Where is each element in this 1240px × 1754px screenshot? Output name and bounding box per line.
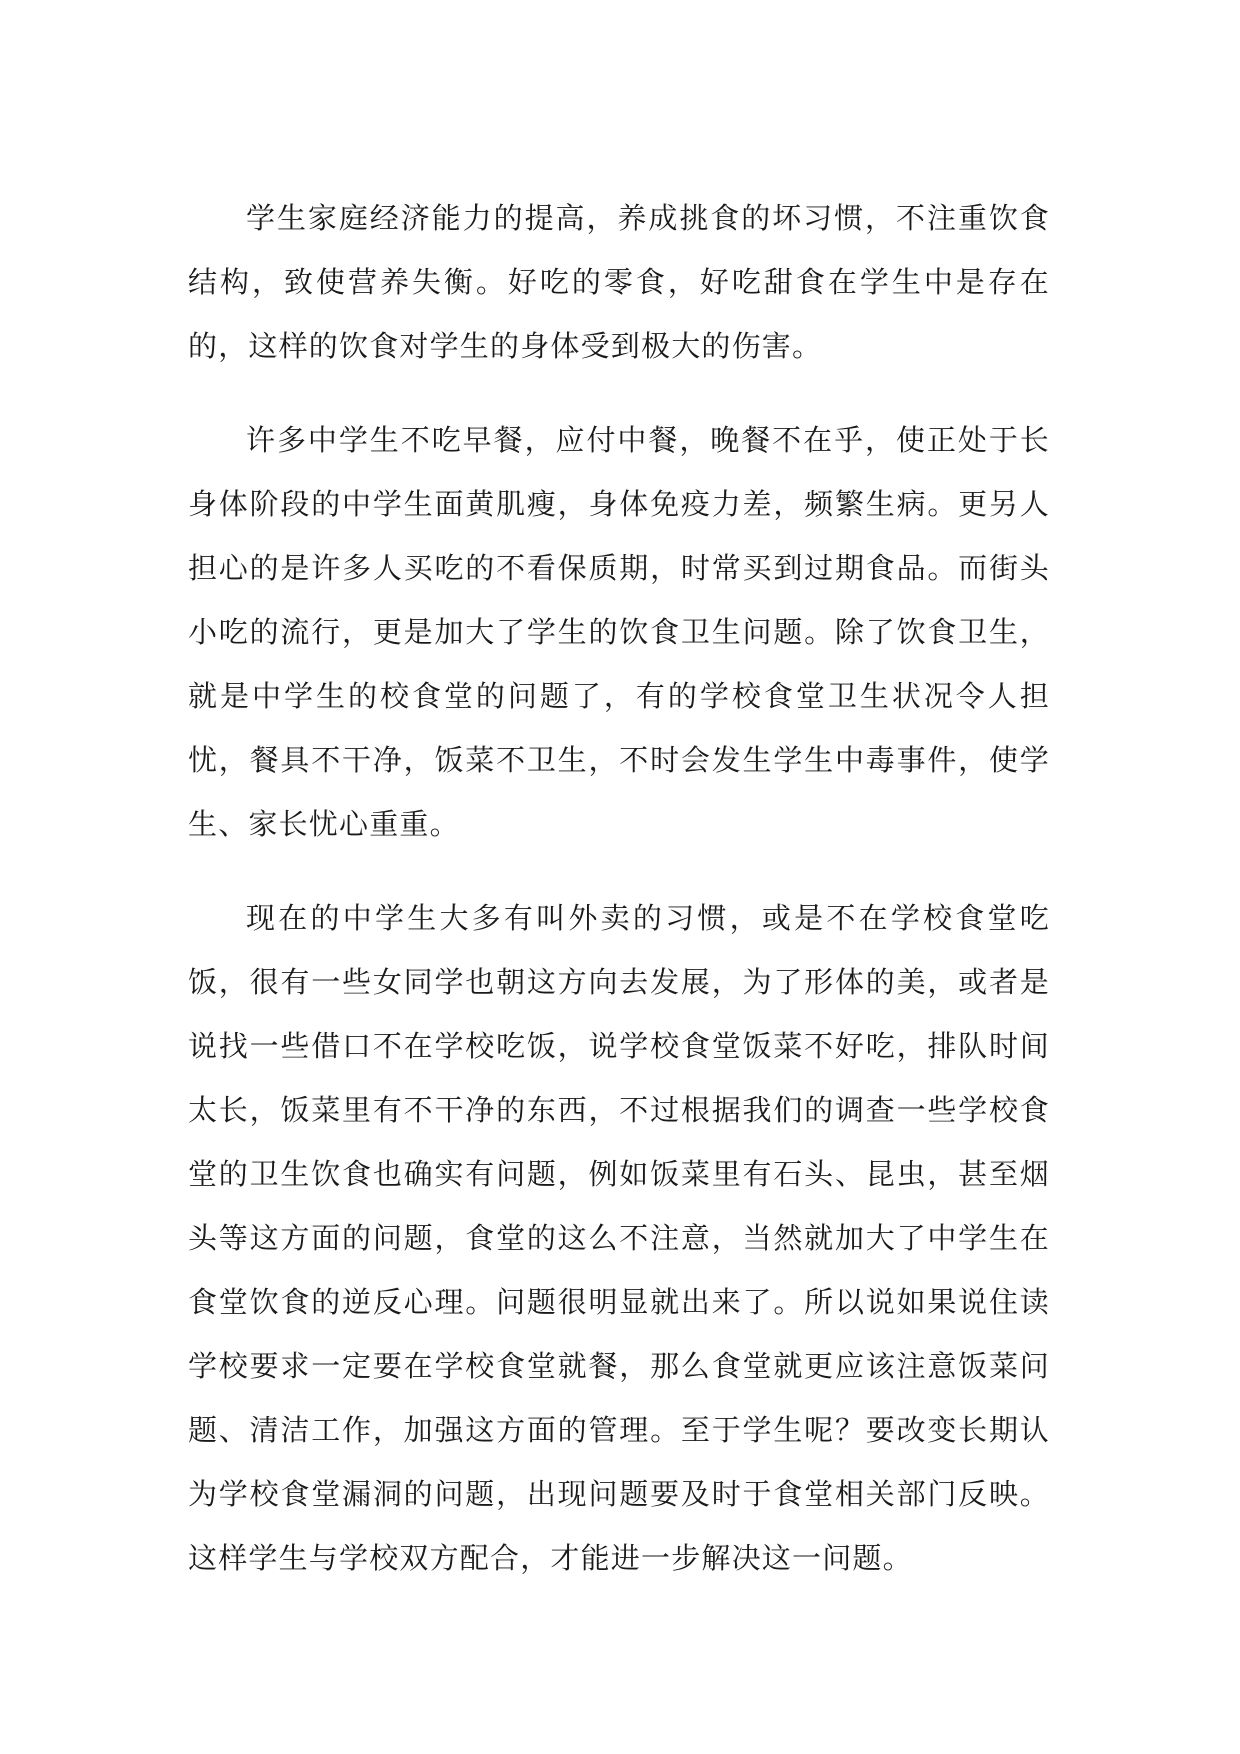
document-body [188,186,1050,1590]
paragraph-2: 许多中学生不吃早餐，应付中餐，晚餐不在乎，使正处于长身体阶段的中学生面黄肌瘦，身体免疫力差，频繁生病。更另人担心的是许多人买吃的不看保质期，时常买到过期食品。而街头小吃的流行，更是加大了学生的饮食卫生问题。除了饮食卫生，就是中学生的校食堂的问题了，有的学校食堂卫生状况令人担忧，餐具不干净，饭菜不卫生，不时会发生学生中毒事件，使学生、家长忧心重重。 [188,423,1050,841]
paragraph-1: 学生家庭经济能力的提高，养成挑食的坏习惯，不注重饮食结构，致使营养失衡。好吃的零食，好吃甜食在学生中是存在的，这样的饮食对学生的身体受到极大的伤害。 [188,201,1050,363]
paragraph-3: 现在的中学生大多有叫外卖的习惯，或是不在学校食堂吃饭，很有一些女同学也朝这方向去发展，为了形体的美，或者是说找一些借口不在学校吃饭，说学校食堂饭菜不好吃，排队时间太长，饭菜里有不干净的东西，不过根据我们的调查一些学校食堂的卫生饮食也确实有问题，例如饭菜里有石头、昆虫，甚至烟头等这方面的问题，食堂的这么不注意，当然就加大了中学生在食堂饮食的逆反心理。问题很明显就出来了。所以说如果说住读学校要求一定要在学校食堂就餐，那么食堂就更应该注意饭菜问题、清洁工作，加强这方面的管理。至于学生呢？要改变长期认为学校食堂漏洞的问题，出现问题要及时于食堂相关部门反映。这样学生与学校双方配合，才能进一步解决这一问题。 [188,901,1050,1575]
